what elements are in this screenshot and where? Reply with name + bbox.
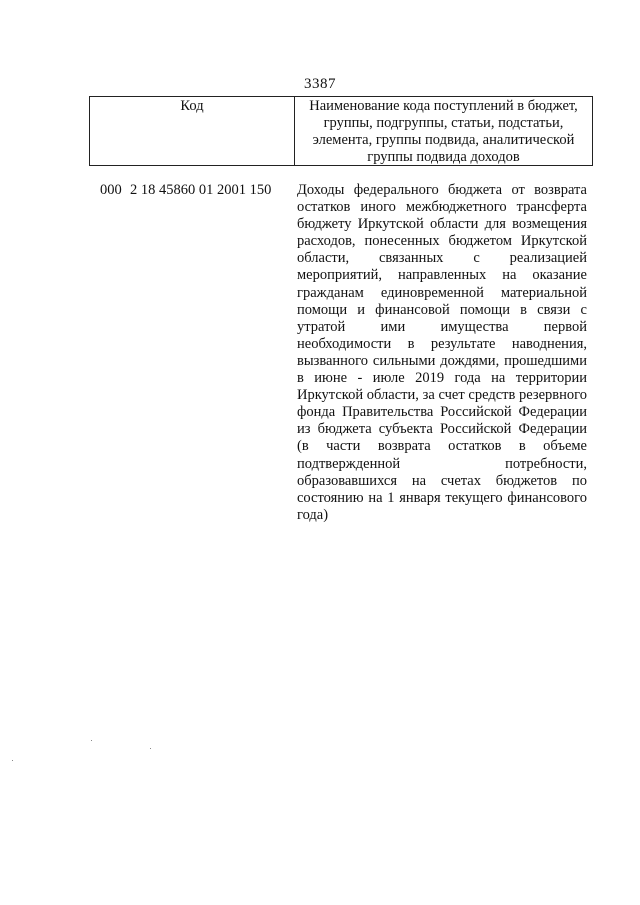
budget-classification-code: 2 18 45860 01 2001 150 [130, 182, 272, 198]
header-code-cell: Код [90, 97, 295, 165]
header-name-cell: Наименование кода поступлений в бюджет, группы, подгруппы, статьи, подстатьи, элемента, группы подвида, аналитической группы подвида доходов [309, 98, 578, 165]
scan-speck [12, 760, 13, 761]
income-description: Доходы федерального бюджета от возврата остатков иного межбюджетного трансферта бюджету Иркутской области для возмещения расходов, понесенных бюджетом Иркутской области, связанных с реализацией мероприятий, направленных на оказание гражданам единовременной материальной помощи и финансовой помощи в связи с утратой ими имущества первой необходимости в результате наводнения, вызванного сильными дождями, прошедшими в июне - июле 2019 года на территории Иркутской области, за счет средств резервного фонда Правительства Российской Федерации из бюджета субъекта Российской Федерации (в части возврата остатков в объеме подтвержденной потребности, образовавшихся на счетах бюджетов по состоянию на 1 января текущего финансового года) [297, 182, 587, 523]
admin-code: 000 [100, 182, 122, 198]
scan-speck [150, 748, 151, 749]
scan-speck [91, 740, 92, 741]
page-number: 3387 [304, 76, 336, 92]
table-header [89, 96, 593, 166]
